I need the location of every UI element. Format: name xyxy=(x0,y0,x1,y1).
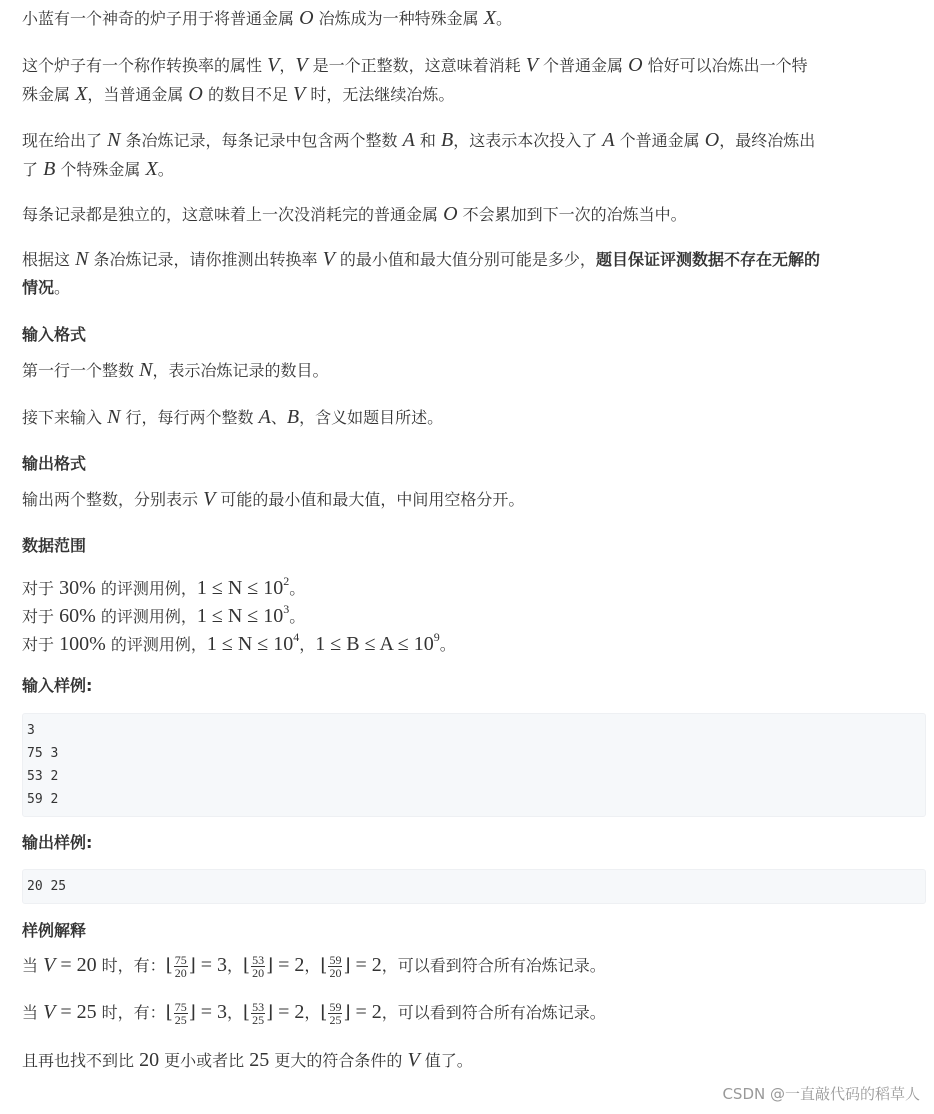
text: 了 xyxy=(22,160,44,179)
text: 是一个正整数，这意味着消耗 xyxy=(307,56,526,75)
math-V: V xyxy=(43,954,56,976)
text: ，表示冶炼记录的数目。 xyxy=(152,361,329,380)
sample-output-heading: 输出样例: xyxy=(22,833,93,852)
text: 殊金属 xyxy=(22,85,76,104)
sample-explanation-heading: 样例解释 xyxy=(22,921,87,940)
math-A: A xyxy=(402,129,415,151)
explanation-line-2 xyxy=(22,998,606,1027)
text: 输出两个整数，分别表示 xyxy=(22,490,204,509)
math-V: V xyxy=(267,54,280,76)
numerator: 75 xyxy=(174,953,187,967)
math-A: A xyxy=(258,406,271,428)
text: ， xyxy=(304,1003,321,1022)
code-line: 59 2 xyxy=(27,792,59,807)
math-percent: 100% xyxy=(59,633,106,655)
fraction xyxy=(251,1001,265,1026)
text: 时，有： xyxy=(96,1003,166,1022)
floor-left-bracket: ⌊ xyxy=(165,1002,173,1023)
math-V: V xyxy=(43,1001,56,1023)
input-format-line-1 xyxy=(22,356,328,385)
text: 小蓝有一个神奇的炉子用于将普通金属 xyxy=(22,9,300,28)
math-B: B xyxy=(441,129,454,151)
output-format-heading: 输出格式 xyxy=(22,454,87,473)
text: ， xyxy=(304,956,321,975)
text: 的评测用例， xyxy=(95,607,197,626)
text: 值了。 xyxy=(419,1051,473,1070)
floor-left-bracket: ⌊ xyxy=(243,955,251,976)
fraction xyxy=(328,954,342,979)
data-range-line-3 xyxy=(22,623,456,659)
bold-text: 情况 xyxy=(22,278,55,297)
text: 当 xyxy=(22,956,44,975)
fraction xyxy=(328,1001,342,1026)
text: 时，有： xyxy=(96,956,166,975)
text: 对于 xyxy=(22,635,60,654)
text: 根据这 xyxy=(22,250,76,269)
math-V: V xyxy=(295,54,308,76)
text: 恰好可以冶炼出一个特 xyxy=(642,56,808,75)
math-V: V xyxy=(293,83,306,105)
text: ，可以看到符合所有冶炼记录。 xyxy=(381,956,606,975)
input-format-line-2 xyxy=(22,403,443,432)
text: 。 xyxy=(157,160,174,179)
math-range: 1 ≤ B ≤ A ≤ 10 xyxy=(315,633,434,655)
text: 和 xyxy=(414,131,442,150)
math-exponent: 3 xyxy=(283,602,290,616)
text: 、 xyxy=(270,408,287,427)
floor-right-bracket: ⌋ xyxy=(266,955,274,976)
text: 时，无法继续冶炼。 xyxy=(305,85,455,104)
text: 不会累加到下一次的冶炼当中。 xyxy=(457,205,687,224)
floor-left-bracket: ⌊ xyxy=(165,955,173,976)
text: 对于 xyxy=(22,607,60,626)
math-percent: 60% xyxy=(59,605,96,627)
text: 条冶炼记录，请你推测出转换率 xyxy=(88,250,323,269)
math-number: 25 xyxy=(249,1049,270,1071)
math-range: 1 ≤ N ≤ 10 xyxy=(206,633,294,655)
math-N: N xyxy=(75,248,89,270)
math-X: X xyxy=(483,7,496,29)
math-range: 1 ≤ N ≤ 10 xyxy=(196,605,284,627)
explanation-line-1 xyxy=(22,951,606,980)
math-equation: = 25 xyxy=(55,1001,97,1023)
text: ，含义如题目所述。 xyxy=(299,408,444,427)
math-range: 1 ≤ N ≤ 10 xyxy=(196,577,284,599)
math-V: V xyxy=(407,1049,420,1071)
text: 对于 xyxy=(22,579,60,598)
floor-right-bracket: ⌋ xyxy=(343,1002,351,1023)
intro-paragraph xyxy=(22,4,512,33)
math-result: = 2 xyxy=(273,954,305,976)
math-exponent: 4 xyxy=(293,630,300,644)
text: 接下来输入 xyxy=(22,408,108,427)
math-O: O xyxy=(704,129,720,151)
text: ，最终冶炼出 xyxy=(719,131,816,150)
text: 。 xyxy=(289,607,306,626)
text: 个普通金属 xyxy=(614,131,705,150)
denominator: 25 xyxy=(329,1013,342,1027)
math-result: = 2 xyxy=(350,1001,382,1023)
math-A: A xyxy=(602,129,615,151)
math-V: V xyxy=(322,248,335,270)
code-line: 20 25 xyxy=(27,879,67,894)
text: 个普通金属 xyxy=(537,56,629,75)
math-exponent: 2 xyxy=(283,574,290,588)
fraction xyxy=(251,954,265,979)
floor-left-bracket: ⌊ xyxy=(320,1002,328,1023)
math-result: = 2 xyxy=(350,954,382,976)
denominator: 20 xyxy=(329,966,342,980)
numerator: 59 xyxy=(329,953,342,967)
floor-right-bracket: ⌋ xyxy=(343,955,351,976)
math-O: O xyxy=(188,83,203,105)
data-range-heading: 数据范围 xyxy=(22,536,87,555)
text: 。 xyxy=(54,278,71,297)
math-result: = 3 xyxy=(195,954,228,976)
denominator: 25 xyxy=(252,1013,265,1027)
math-number: 20 xyxy=(139,1049,160,1071)
math-O: O xyxy=(443,203,458,225)
text: ， xyxy=(299,635,316,654)
denominator: 25 xyxy=(174,1013,187,1027)
text: 可能的最小值和最大值，中间用空格分开。 xyxy=(215,490,525,509)
text: 行，每行两个整数 xyxy=(120,408,259,427)
floor-right-bracket: ⌋ xyxy=(188,1002,196,1023)
text: 更大的符合条件的 xyxy=(269,1051,408,1070)
text: 的评测用例， xyxy=(95,579,197,598)
math-X: X xyxy=(145,158,158,180)
text: 个特殊金属 xyxy=(55,160,146,179)
text: 这个炉子有一个称作转换率的属性 xyxy=(22,56,268,75)
output-format-line xyxy=(22,485,524,514)
sample-input-heading: 输入样例: xyxy=(22,676,93,695)
numerator: 53 xyxy=(252,953,265,967)
text: 当 xyxy=(22,1003,44,1022)
independence-paragraph xyxy=(22,200,687,229)
conversion-paragraph xyxy=(22,51,808,109)
math-N: N xyxy=(107,406,121,428)
csdn-watermark: CSDN @一直敲代码的稻草人 xyxy=(722,1085,920,1103)
fraction xyxy=(174,1001,188,1026)
numerator: 53 xyxy=(252,1000,265,1014)
text: ，这表示本次投入了 xyxy=(453,131,603,150)
math-O: O xyxy=(628,54,643,76)
numerator: 59 xyxy=(329,1000,342,1014)
floor-right-bracket: ⌋ xyxy=(188,955,196,976)
denominator: 20 xyxy=(252,966,265,980)
text: 的数目不足 xyxy=(202,85,294,104)
bold-text: 题目保证评测数据不存在无解的 xyxy=(595,250,820,269)
task-paragraph xyxy=(22,245,820,302)
math-B: B xyxy=(43,158,56,180)
math-exponent: 9 xyxy=(433,630,440,644)
text: ， xyxy=(227,956,244,975)
text: 的评测用例， xyxy=(105,635,207,654)
text: 。 xyxy=(289,579,306,598)
floor-left-bracket: ⌊ xyxy=(243,1002,251,1023)
code-line: 75 3 xyxy=(27,746,59,761)
text: 更小或者比 xyxy=(159,1051,250,1070)
math-O: O xyxy=(299,7,314,29)
code-line: 53 2 xyxy=(27,769,59,784)
text: 条冶炼记录，每条记录中包含两个整数 xyxy=(120,131,403,150)
input-format-heading: 输入格式 xyxy=(22,325,87,344)
records-paragraph xyxy=(22,126,815,184)
text: 。 xyxy=(495,9,512,28)
math-equation: = 20 xyxy=(55,954,97,976)
floor-right-bracket: ⌋ xyxy=(266,1002,274,1023)
text: 的最小值和最大值分别可能是多少， xyxy=(334,250,596,269)
explanation-conclusion xyxy=(22,1046,473,1075)
sample-input-code-block[interactable] xyxy=(22,713,926,817)
sample-output-code-block[interactable] xyxy=(22,869,926,904)
math-result: = 3 xyxy=(195,1001,228,1023)
math-result: = 2 xyxy=(273,1001,305,1023)
math-V: V xyxy=(525,54,538,76)
text: 。 xyxy=(439,635,456,654)
math-N: N xyxy=(139,359,153,381)
math-X: X xyxy=(75,83,88,105)
text: ， xyxy=(227,1003,244,1022)
math-V: V xyxy=(203,488,216,510)
text: 现在给出了 xyxy=(22,131,108,150)
text: ，当普通金属 xyxy=(87,85,189,104)
fraction xyxy=(174,954,188,979)
numerator: 75 xyxy=(174,1000,187,1014)
text: 第一行一个整数 xyxy=(22,361,140,380)
denominator: 20 xyxy=(174,966,187,980)
math-N: N xyxy=(107,129,121,151)
text: 每条记录都是独立的，这意味着上一次没消耗完的普通金属 xyxy=(22,205,444,224)
text: ， xyxy=(279,56,296,75)
code-line: 3 xyxy=(27,723,35,738)
math-percent: 30% xyxy=(59,577,96,599)
floor-left-bracket: ⌊ xyxy=(320,955,328,976)
text: ，可以看到符合所有冶炼记录。 xyxy=(381,1003,606,1022)
text: 冶炼成为一种特殊金属 xyxy=(313,9,484,28)
math-B: B xyxy=(286,406,300,428)
text: 且再也找不到比 xyxy=(22,1051,140,1070)
